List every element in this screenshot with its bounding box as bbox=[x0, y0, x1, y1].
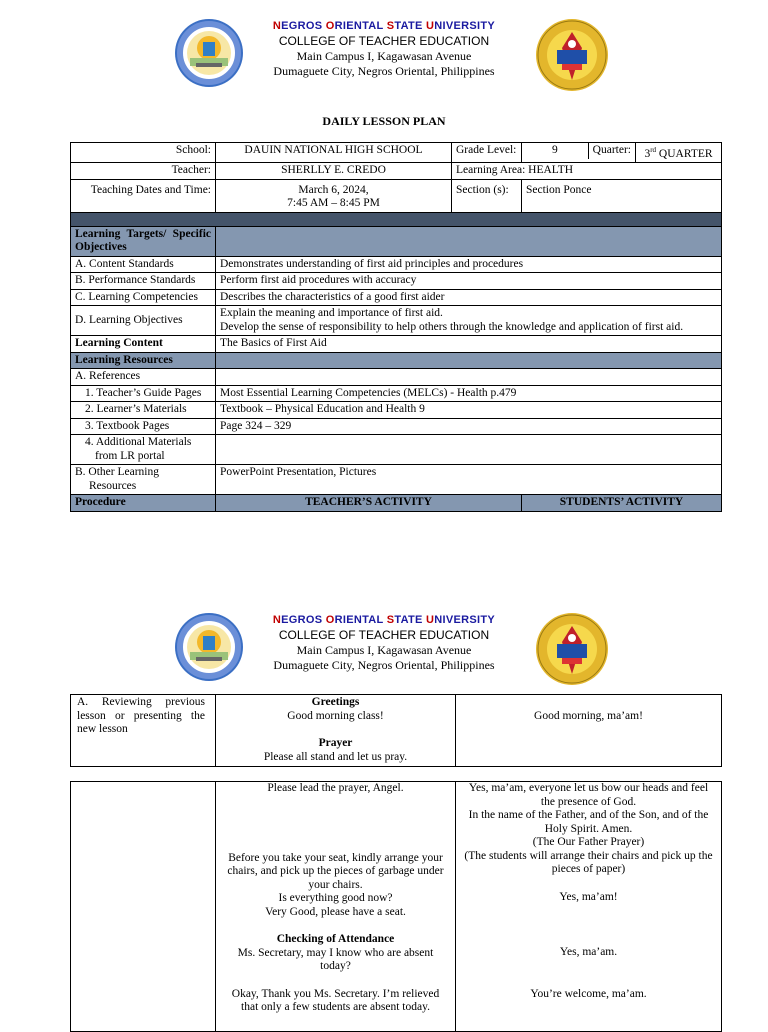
college-name: COLLEGE OF TEACHER EDUCATION bbox=[278, 34, 490, 48]
school-row bbox=[71, 143, 722, 163]
teachers-guide-value: Most Essential Learning Competencies (MELCs) - Health p.479 bbox=[216, 385, 722, 402]
content-standards-value: Demonstrates understanding of first aid principles and procedures bbox=[216, 256, 722, 273]
other-resources-line1: B. Other Learning bbox=[75, 466, 159, 479]
performance-standards-label: B. Performance Standards bbox=[71, 273, 216, 290]
additional-materials-value bbox=[216, 435, 722, 465]
university-seal-icon bbox=[535, 612, 609, 686]
university-name-part: N bbox=[272, 20, 282, 32]
additional-materials-line1: 4. Additional Materials bbox=[85, 436, 192, 449]
college-name: COLLEGE OF TEACHER EDUCATION bbox=[278, 628, 490, 642]
competencies-row bbox=[71, 289, 722, 306]
grade-label: Grade Level: bbox=[452, 143, 522, 163]
activities-row bbox=[71, 782, 722, 1032]
s-yes-2: Yes, ma’am. bbox=[559, 946, 618, 958]
dates-row bbox=[71, 179, 722, 212]
university-name-part: U bbox=[426, 614, 435, 626]
learning-area: Learning Area: HEALTH bbox=[452, 163, 722, 180]
textbook-pages-value: Page 324 – 329 bbox=[216, 418, 722, 435]
competencies-label: C. Learning Competencies bbox=[71, 289, 216, 306]
references-label: A. References bbox=[71, 369, 216, 386]
additional-materials-row bbox=[71, 435, 722, 465]
learners-materials-value: Textbook – Physical Education and Health 9 bbox=[216, 402, 722, 419]
school-label: School: bbox=[71, 143, 216, 163]
university-name bbox=[0, 614, 768, 626]
greetings-title: Greetings bbox=[311, 696, 360, 708]
resources-band bbox=[216, 352, 722, 369]
quarter-text: QUARTER bbox=[656, 147, 713, 160]
university-name-part: NIVERSITY bbox=[434, 20, 496, 32]
quarter-label: Quarter: bbox=[592, 144, 631, 156]
s-yes-1: Yes, ma’am! bbox=[559, 890, 618, 903]
procedure-label: Procedure bbox=[71, 495, 216, 512]
section-value: Section Ponce bbox=[522, 179, 722, 212]
university-name-part: EGROS bbox=[281, 20, 326, 32]
targets-row bbox=[71, 226, 722, 256]
t-everything-good: Is everything good now? bbox=[278, 892, 393, 904]
review-table bbox=[70, 694, 722, 767]
page2-header bbox=[0, 612, 768, 702]
s-arrange-chairs: (The students will arrange their chairs and pick up the pieces of paper) bbox=[464, 849, 713, 875]
students-activity-cell bbox=[456, 782, 722, 1032]
teaching-time: 7:45 AM – 8:45 PM bbox=[287, 197, 380, 210]
attendance-title: Checking of Attendance bbox=[276, 933, 395, 945]
additional-materials-label bbox=[71, 435, 216, 465]
university-name-part: EGROS bbox=[281, 614, 326, 626]
references-row bbox=[71, 369, 722, 386]
university-name-part: N bbox=[272, 614, 282, 626]
t-arrange-chairs: Before you take your seat, kindly arrange your chairs, and pick up the pieces of garbage under your chairs. bbox=[227, 851, 444, 891]
s-sign-of-cross: In the name of the Father, and of the Son, and of the Holy Spirit. Amen. bbox=[468, 809, 709, 835]
grade-quarter-cell bbox=[522, 143, 636, 163]
competencies-value: Describes the characteristics of a good first aider bbox=[216, 289, 722, 306]
university-name-part: TATE bbox=[394, 20, 427, 32]
school-value: DAUIN NATIONAL HIGH SCHOOL bbox=[216, 143, 452, 163]
review-label: A. Reviewing previous lesson or presenting the new lesson bbox=[71, 695, 216, 767]
learners-materials-row bbox=[71, 402, 722, 419]
s-our-father: (The Our Father Prayer) bbox=[532, 836, 645, 848]
references-value bbox=[216, 369, 722, 386]
student-greeting: Good morning, ma’am! bbox=[456, 695, 722, 767]
quarter-number: 3 bbox=[644, 147, 651, 160]
greetings-text: Good morning class! bbox=[287, 709, 384, 722]
teacher-activity-cell bbox=[216, 782, 456, 1032]
content-standards-label: A. Content Standards bbox=[71, 256, 216, 273]
learning-content-row bbox=[71, 336, 722, 353]
objectives-value bbox=[216, 306, 722, 336]
learning-content-label: Learning Content bbox=[71, 336, 216, 353]
textbook-pages-row bbox=[71, 418, 722, 435]
prayer-title: Prayer bbox=[318, 737, 353, 749]
procedure-row bbox=[71, 495, 722, 512]
t-thanks: Okay, Thank you Ms. Secretary. I’m relieved that only a few students are absent today. bbox=[231, 987, 440, 1013]
learning-resources-label: Learning Resources bbox=[71, 352, 216, 369]
teacher-label: Teacher: bbox=[71, 163, 216, 180]
learning-content-value: The Basics of First Aid bbox=[216, 336, 722, 353]
university-name-part: RIENTAL bbox=[334, 20, 387, 32]
teaching-date: March 6, 2024, bbox=[298, 183, 369, 196]
dates-value bbox=[216, 179, 452, 212]
students-activity-header: STUDENTS’ ACTIVITY bbox=[522, 495, 722, 512]
dates-label: Teaching Dates and Time: bbox=[71, 179, 216, 212]
s-prayer: Yes, ma’am, everyone let us bow our heads and feel the presence of God. bbox=[468, 782, 709, 808]
activities-table bbox=[70, 781, 722, 1032]
performance-standards-row bbox=[71, 273, 722, 290]
teachers-guide-row bbox=[71, 385, 722, 402]
section-label: Section (s): bbox=[452, 179, 522, 212]
objectives-label: D. Learning Objectives bbox=[71, 306, 216, 336]
t-have-seat: Very Good, please have a seat. bbox=[265, 905, 406, 918]
other-resources-value: PowerPoint Presentation, Pictures bbox=[216, 465, 722, 495]
document-title: DAILY LESSON PLAN bbox=[322, 114, 446, 128]
dark-divider bbox=[71, 212, 722, 226]
objectives-row bbox=[71, 306, 722, 336]
content-standards-row bbox=[71, 256, 722, 273]
university-name-part: S bbox=[386, 614, 395, 626]
objective-2: Develop the sense of responsibility to help others through the knowledge and application of first aid. bbox=[220, 320, 684, 333]
grade-value: 9 bbox=[522, 143, 589, 159]
learning-resources-row bbox=[71, 352, 722, 369]
learners-materials-label: 2. Learner’s Materials bbox=[71, 402, 216, 419]
quarter-value bbox=[636, 143, 722, 163]
targets-label: Learning Targets/ Specific Objectives bbox=[71, 226, 216, 256]
teacher-activity-header: TEACHER’S ACTIVITY bbox=[216, 495, 522, 512]
dark-divider-row bbox=[71, 212, 722, 226]
performance-standards-value: Perform first aid procedures with accuracy bbox=[216, 273, 722, 290]
university-seal-icon bbox=[535, 18, 609, 92]
lesson-plan-table bbox=[70, 142, 722, 512]
quarter-suffix: rd bbox=[650, 146, 657, 154]
prayer-text: Please all stand and let us pray. bbox=[263, 750, 408, 763]
university-name-part: O bbox=[325, 20, 335, 32]
university-name-part: TATE bbox=[394, 614, 427, 626]
s-welcome: You’re welcome, ma’am. bbox=[530, 987, 647, 1000]
campus-address: Main Campus I, Kagawasan Avenue bbox=[296, 49, 472, 63]
university-name-part: U bbox=[426, 20, 435, 32]
activities-label-empty bbox=[71, 782, 216, 1032]
other-resources-row bbox=[71, 465, 722, 495]
t-secretary: Ms. Secretary, may I know who are absent today? bbox=[237, 946, 434, 972]
university-name bbox=[0, 20, 768, 32]
other-resources-line2: Resources bbox=[89, 479, 137, 492]
city-address: Dumaguete City, Negros Oriental, Philippines bbox=[273, 64, 495, 78]
campus-address: Main Campus I, Kagawasan Avenue bbox=[296, 643, 472, 657]
greetings-cell bbox=[216, 695, 456, 767]
objective-1: Explain the meaning and importance of first aid. bbox=[220, 307, 443, 320]
university-name-part: S bbox=[386, 20, 395, 32]
university-name-part: RIENTAL bbox=[334, 614, 387, 626]
university-name-part: NIVERSITY bbox=[434, 614, 496, 626]
targets-band bbox=[216, 226, 722, 256]
review-row bbox=[71, 695, 722, 767]
teacher-value: SHERLLY E. CREDO bbox=[216, 163, 452, 180]
teachers-guide-label: 1. Teacher’s Guide Pages bbox=[71, 385, 216, 402]
other-resources-label bbox=[71, 465, 216, 495]
t-lead-prayer: Please lead the prayer, Angel. bbox=[267, 782, 404, 794]
page1-header bbox=[0, 18, 768, 108]
teacher-row bbox=[71, 163, 722, 180]
textbook-pages-label: 3. Textbook Pages bbox=[71, 418, 216, 435]
university-name-part: O bbox=[325, 614, 335, 626]
city-address: Dumaguete City, Negros Oriental, Philippines bbox=[273, 658, 495, 672]
additional-materials-line2: from LR portal bbox=[95, 449, 165, 462]
